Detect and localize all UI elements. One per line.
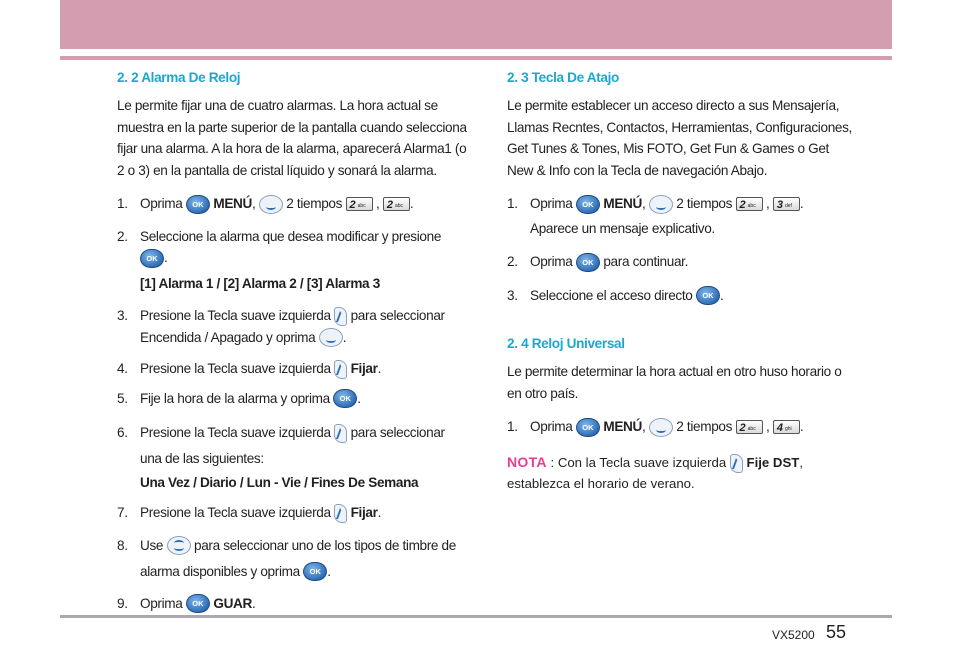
- right-column: [507, 70, 857, 495]
- key-2-icon: 2 abc: [346, 197, 373, 211]
- header-band: [60, 0, 892, 49]
- alarm-step-6: 6. Presione la Tecla suave izquierda para seleccionar una de las siguientes: Una Vez / Diario / Lun - Vie / Fines De Semana: [117, 420, 467, 494]
- left-column: [117, 70, 467, 614]
- note-label: NOTA: [507, 453, 547, 470]
- ok-key-icon: OK: [696, 286, 720, 305]
- alarm-step-7: 7. Presione la Tecla suave izquierda Fijar.: [117, 502, 467, 524]
- alarm-intro: Le permite fijar una de cuatro alarmas. La hora actual se muestra en la parte superior de la pantalla cuando selecciona fijar una alarma. A la hora de la alarma, aparecerá Alarma1 (o 2 o 3) en la pantalla de cristal líquido y sonará la alarma.: [117, 98, 467, 178]
- ok-key-icon: OK: [576, 253, 600, 272]
- header-rule: [60, 56, 892, 60]
- left-soft-key-icon: [334, 307, 347, 326]
- left-soft-key-icon: [730, 454, 743, 473]
- world-clock-intro: Le permite determinar la hora actual en otro huso horario o en otro país.: [507, 364, 842, 401]
- section-heading-world-clock: 2. 4 Reloj Universal: [507, 336, 625, 351]
- alarm-options: [1] Alarma 1 / [2] Alarma 2 / [3] Alarma 3: [140, 275, 380, 291]
- key-3-icon: 3 def: [773, 197, 800, 211]
- section-heading-shortcut: 2. 3 Tecla De Atajo: [507, 70, 619, 85]
- shortcut-step-1: 1. Oprima OK MENÚ, 2 tiempos 2 abc , 3 def . Aparece un mensaje explicativo.: [507, 196, 804, 236]
- left-soft-key-icon: [334, 424, 347, 443]
- ok-key-icon: OK: [333, 389, 357, 408]
- shortcut-step-2: 2. Oprima OK para continuar.: [507, 251, 857, 273]
- nav-key-icon: [319, 328, 343, 347]
- alarm-step-3: 3. Presione la Tecla suave izquierda para seleccionar Encendida / Apagado y oprima .: [117, 305, 467, 348]
- alarm-step-8: 8. Use para seleccionar uno de los tipos de timbre de alarma disponibles y oprima OK .: [117, 533, 467, 585]
- nav-key-icon: [649, 195, 673, 214]
- shortcut-step-3: 3. Seleccione el acceso directo OK .: [507, 285, 857, 307]
- nav-key-icon: [259, 195, 283, 214]
- footer-rule: [60, 615, 892, 618]
- key-2-icon: 2 abc: [736, 197, 763, 211]
- page-number: 55: [826, 622, 847, 642]
- model-name: VX5200: [772, 628, 815, 642]
- ok-key-icon: OK: [140, 249, 164, 268]
- left-soft-key-icon: [334, 504, 347, 523]
- left-soft-key-icon: [334, 360, 347, 379]
- shortcut-intro: Le permite establecer un acceso directo a sus Mensajería, Llamas Recntes, Contactos, Herramientas, Configuraciones, Get Tunes & Tones, Mis FOTO, Get Fun & Games o Get New & Info con la Tecla de navegación Abajo.: [507, 98, 852, 178]
- ring-options: Una Vez / Diario / Lun - Vie / Fines De Semana: [140, 475, 419, 490]
- ok-key-icon: OK: [186, 594, 210, 613]
- ok-key-icon: OK: [186, 195, 210, 214]
- alarm-step-2: 2. Seleccione la alarma que desea modificar y presione OK . [1] Alarma 1 / [2] Alarma 2 / [3] Alarma 3: [117, 226, 467, 295]
- alarm-step-4: 4. Presione la Tecla suave izquierda Fijar.: [117, 358, 467, 380]
- nav-key-icon: [649, 418, 673, 437]
- key-2-icon: 2 abc: [736, 420, 763, 434]
- key-4-icon: 4 ghi: [773, 420, 800, 434]
- ok-key-icon: OK: [576, 418, 600, 437]
- alarm-step-9: 9. Oprima OK GUAR.: [117, 593, 467, 615]
- ok-key-icon: OK: [576, 195, 600, 214]
- note: NOTA : Con la Tecla suave izquierda Fije DST, establezca el horario de verano.: [507, 453, 803, 491]
- world-clock-step-1: 1. Oprima OK MENÚ, 2 tiempos 2 abc , 4 ghi .: [507, 416, 857, 438]
- alarm-step-1: 1. Oprima OK MENÚ, 2 tiempos 2 abc , 2 abc .: [117, 193, 467, 215]
- ok-key-icon: OK: [303, 562, 327, 581]
- nav-up-down-key-icon: [167, 536, 191, 555]
- key-2-icon: 2 abc: [383, 197, 410, 211]
- alarm-step-5: 5. Fije la hora de la alarma y oprima OK .: [117, 388, 467, 410]
- section-heading-alarm: 2. 2 Alarma De Reloj: [117, 70, 241, 85]
